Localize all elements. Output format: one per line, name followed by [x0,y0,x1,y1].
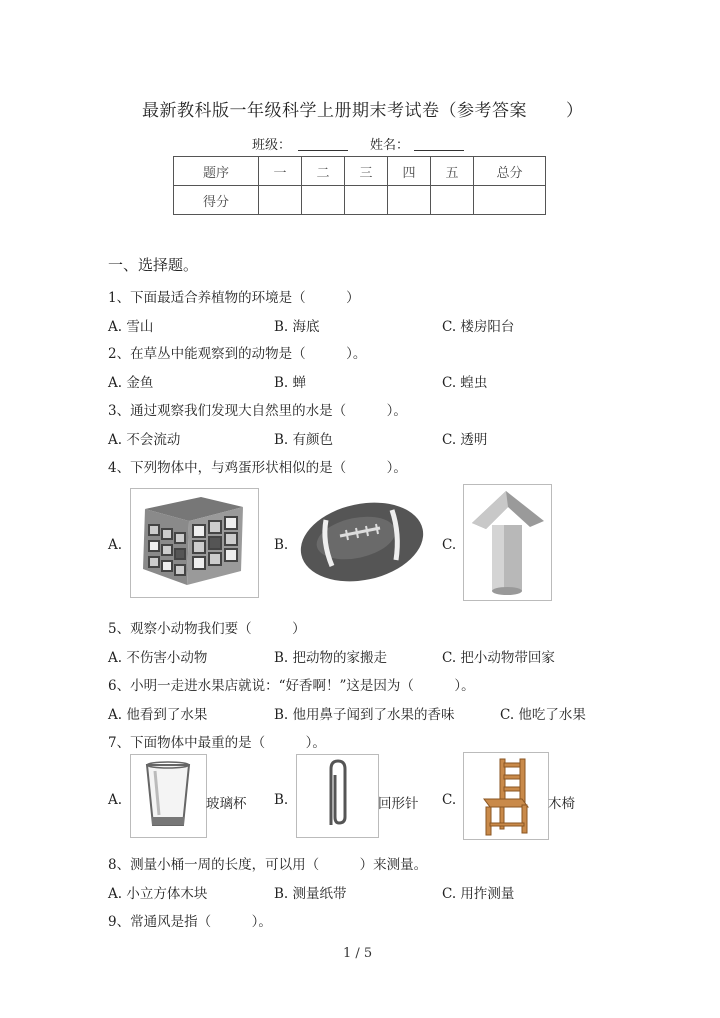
score-header-cell: 一 [259,157,302,186]
question-option[interactable]: A. 不伤害小动物 [108,650,208,666]
question-option[interactable]: B. 测量纸带 [274,886,347,902]
page-number: 1 / 5 [343,946,373,961]
question-option[interactable]: A. 他看到了水果 [108,707,208,723]
score-header-cell: 题序 [174,157,259,186]
question-option[interactable]: C. [442,537,457,553]
question-option[interactable]: A. 金鱼 [108,375,154,391]
question-option[interactable]: B. 他用鼻子闻到了水果的香味 [274,707,455,723]
paper-clip-icon [297,755,378,837]
score-table [173,156,546,215]
question-stem: 2、在草丛中能观察到的动物是（ ）。 [108,346,367,362]
arrow-block-image [463,484,552,601]
section-heading: 一、选择题。 [108,256,199,274]
question-stem: 7、下面物体中最重的是（ ）。 [108,735,326,751]
question-option[interactable]: B. [274,792,289,808]
name-label: 姓名： [370,138,410,153]
score-header-cell: 三 [345,157,388,186]
question-option[interactable]: B. 海底 [274,319,320,335]
question-option[interactable]: B. 有颜色 [274,432,334,448]
score-row-label: 得分 [174,186,259,215]
question-stem: 9、常通风是指（ ）。 [108,914,272,930]
glass-cup-icon [131,755,206,837]
score-header-cell: 五 [431,157,474,186]
score-cell[interactable] [388,186,431,215]
question-option[interactable]: B. 蝉 [274,375,307,391]
wooden-chair-icon [464,753,548,839]
question-option[interactable]: A. 不会流动 [108,432,181,448]
glass-cup-image [130,754,207,838]
american-football-icon [296,490,428,592]
question-option[interactable]: A. [108,537,123,553]
score-header-cell: 二 [302,157,345,186]
class-blank[interactable] [298,150,348,151]
question-option[interactable]: C. 蝗虫 [442,375,488,391]
question-option[interactable]: C. 用拃测量 [442,886,515,902]
score-cell[interactable] [345,186,388,215]
image-label: 玻璃杯 [206,796,247,812]
american-football-image [296,490,428,592]
question-stem: 4、下列物体中，与鸡蛋形状相似的是（ ）。 [108,460,407,476]
score-cell[interactable] [302,186,345,215]
question-stem: 1、下面最适合养植物的环境是（ ） [108,290,360,306]
image-label: 回形针 [378,796,419,812]
question-option[interactable]: C. 楼房阳台 [442,319,515,335]
question-option[interactable]: B. [274,537,289,553]
question-option[interactable]: A. 雪山 [108,319,154,335]
question-option[interactable]: C. [442,792,457,808]
question-option[interactable]: C. 透明 [442,432,488,448]
question-stem: 5、观察小动物我们要（ ） [108,621,306,637]
paper-clip-image [296,754,379,838]
page-title-close: ） [566,101,583,121]
question-option[interactable]: C. 他吃了水果 [500,707,586,723]
question-option[interactable]: B. 把动物的家搬走 [274,650,388,666]
score-header-cell: 总分 [474,157,546,186]
class-label: 班级： [252,138,292,153]
rubiks-cube-icon [131,489,258,597]
question-stem: 6、小明一走进水果店就说：“好香啊！”这是因为（ ）。 [108,678,475,694]
image-label: 木椅 [548,796,575,812]
score-cell[interactable] [259,186,302,215]
name-blank[interactable] [414,150,464,151]
score-cell[interactable] [431,186,474,215]
question-option[interactable]: A. [108,792,123,808]
score-cell[interactable] [474,186,546,215]
rubiks-cube-image [130,488,259,598]
arrow-block-icon [464,485,551,600]
score-table-score-row [174,186,546,215]
question-stem: 8、测量小桶一周的长度，可以用（ ）来测量。 [108,857,428,873]
question-option[interactable]: A. 小立方体木块 [108,886,208,902]
score-header-cell: 四 [388,157,431,186]
score-table-header-row [174,157,546,186]
question-stem: 3、通过观察我们发现大自然里的水是（ ）。 [108,403,407,419]
page-title: 最新教科版一年级科学上册期末考试卷（参考答案 [142,101,527,121]
wooden-chair-image [463,752,549,840]
question-option[interactable]: C. 把小动物带回家 [442,650,555,666]
